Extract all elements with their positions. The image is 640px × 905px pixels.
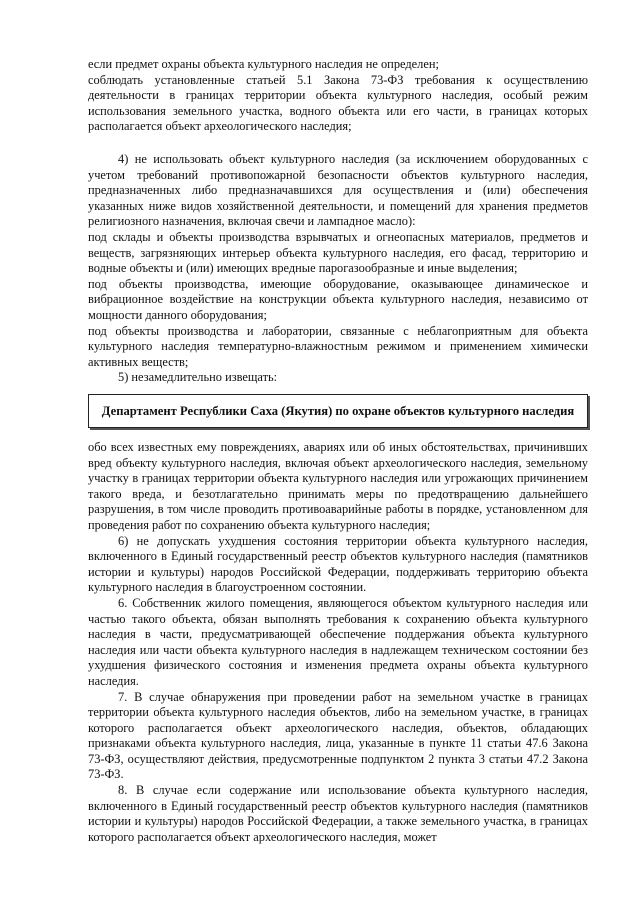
paragraph: 6. Собственник жилого помещения, являющегося объектом культурного наследия или частью такого объекта, обязан выполнять требования к сохранению объекта культурного наследия в части, предусматривающей обеспечение поддержания объекта культурного наследия или части объекта культурного наследия в надлежащем техническом состоянии без ухудшения физического состояния и изменения предмета охраны объекта культурного наследия. [88,595,588,688]
paragraph: 8. В случае если содержание или использование объекта культурного наследия, включенного в Единый государственный реестр объектов культурного наследия (памятников истории и культуры) народов Российской Федерации, а также земельного участка, в границах которого располагается объект археологического наследия, может [88,783,588,844]
paragraph: 6) не допускать ухудшения состояния территории объекта культурного наследия, включенного в Единый государственный реестр объектов культурного наследия (памятников истории и культуры) народов Российской Федерации, поддерживать территорию объекта культурного наследия в благоустроенном состоянии. [88,533,588,595]
paragraph: обо всех известных ему повреждениях, авариях или об иных обстоятельствах, причинивших вред объекту культурного наследия, включая объект археологического наследия, земельному участку в границах территории объекта культурного наследия или угрожающих причинением такого вреда, и безотлагательно принимать меры по предотвращению дальнейшего разрушения, в том числе проводить противоаварийные работы в порядке, установленном для проведения работ по сохранению объекта культурного наследия; [88,440,588,532]
paragraph: 7. В случае обнаружения при проведении работ на земельном участке в границах территории объекта культурного наследия объектов, либо на земельном участке, в границах которого располагается объект археологического наследия, объектов, обладающих признаками объекта культурного наследия, лица, указанные в пункте 11 статьи 47.6 Закона 73-ФЗ, осуществляют действия, предусмотренные подпунктом 2 пункта 3 статьи 47.2 Закона 73-ФЗ. [88,689,588,782]
restrictions-text-block [88,152,588,386]
header-text-block [88,57,588,135]
item-4-paragraph: 4) не использовать объект культурного наследия (за исключением оборудованных с учетом требований противопожарной безопасности объектов культурного наследия, предназначенных либо предназначавшихся для осуществления и (или) обеспечения указанных ниже видов хозяйственной деятельности, и помещений для хранения предметов религиозного назначения, включая свечи и лампадное масло): [88,152,588,229]
sub-item-paragraph: под объекты производства, имеющие оборудование, оказывающее динамическое и вибрационное воздействие на конструкции объекта культурного наследия, независимо от мощности данного оборудования; [88,276,588,322]
obligations-text-block [88,440,588,845]
paragraph: если предмет охраны объекта культурного наследия не определен; [88,57,439,71]
sub-item-paragraph: под объекты производства и лаборатории, связанные с неблагоприятным для объекта культурного наследия температурно-влажностным режимом и применением химически активных веществ; [88,323,588,369]
department-banner: Департамент Республики Саха (Якутия) по охране объектов культурного наследия [88,394,588,428]
sub-item-paragraph: под склады и объекты производства взрывчатых и огнеопасных материалов, предметов и веществ, загрязняющих интерьер объекта культурного наследия, его фасад, территорию и водные объекты и (или) имеющих вредные парогазообразные и иные выделения; [88,229,588,276]
paragraph: соблюдать установленные статьей 5.1 Закона 73-ФЗ требования к осуществлению деятельности в границах территории объекта культурного наследия, особый режим использования земельного участка, водного объекта или его части, в границах которых располагается объект археологического наследия; [88,72,588,134]
item-5-paragraph: 5) незамедлительно извещать: [118,370,278,385]
